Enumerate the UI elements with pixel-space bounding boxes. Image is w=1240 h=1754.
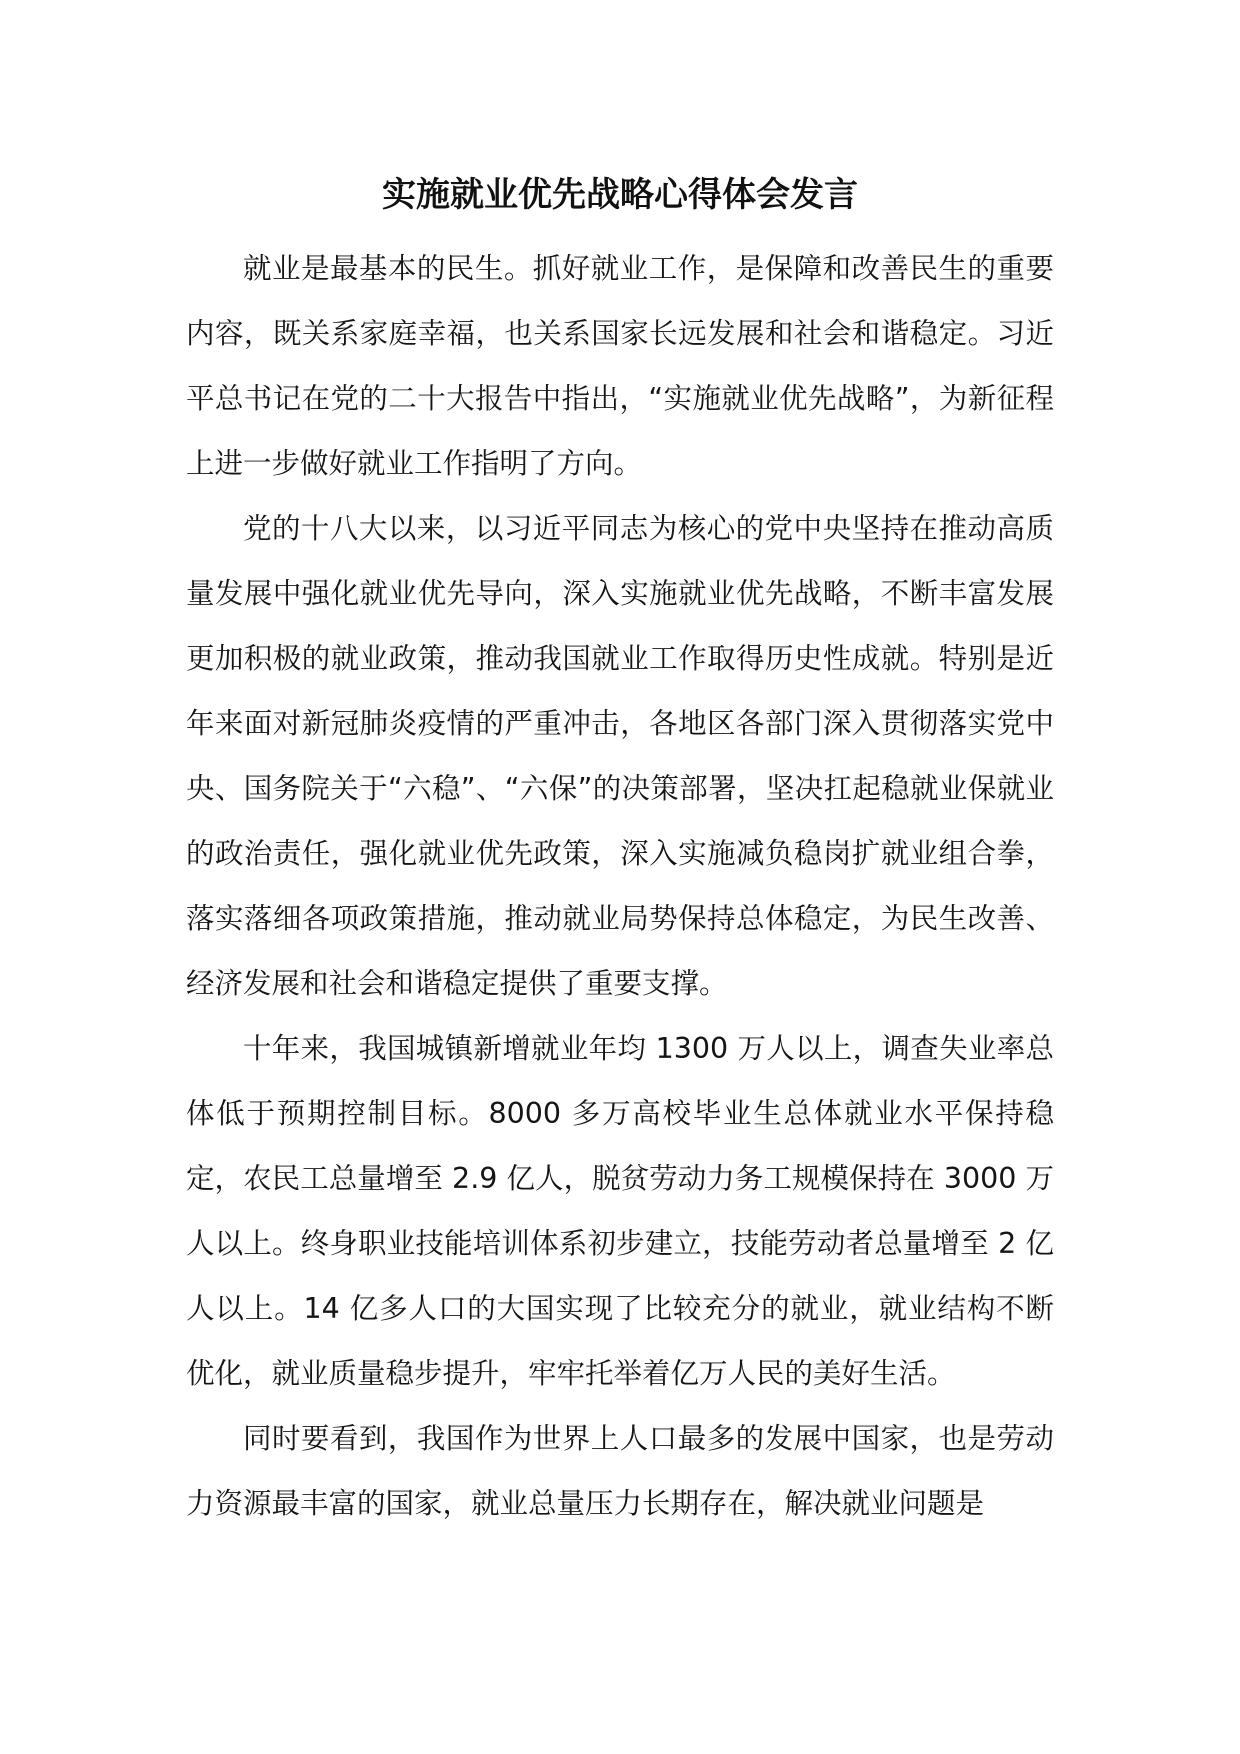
paragraph-4: 同时要看到，我国作为世界上人口最多的发展中国家，也是劳动力资源最丰富的国家，就业总量压力长期存在，解决就业问题是 bbox=[186, 1422, 1054, 1520]
paragraph-1: 就业是最基本的民生。抓好就业工作，是保障和改善民生的重要内容，既关系家庭幸福，也关系国家长远发展和社会和谐稳定。习近平总书记在党的二十大报告中指出，“实施就业优先战略”，为新征程上进一步做好就业工作指明了方向。 bbox=[186, 252, 1054, 480]
document-title: 实施就业优先战略心得体会发言 bbox=[382, 175, 858, 215]
document-body bbox=[186, 236, 1054, 1536]
paragraph-2: 党的十八大以来，以习近平同志为核心的党中央坚持在推动高质量发展中强化就业优先导向，深入实施就业优先战略，不断丰富发展更加积极的就业政策，推动我国就业工作取得历史性成就。特别是近年来面对新冠肺炎疫情的严重冲击，各地区各部门深入贯彻落实党中央、国务院关于“六稳”、“六保”的决策部署，坚决扛起稳就业保就业的政治责任，强化就业优先政策，深入实施减负稳岗扩就业组合拳，落实落细各项政策措施，推动就业局势保持总体稳定，为民生改善、经济发展和社会和谐稳定提供了重要支撑。 bbox=[186, 512, 1054, 1000]
paragraph-3: 十年来，我国城镇新增就业年均 1300 万人以上，调查失业率总体低于预期控制目标。8000 多万高校毕业生总体就业水平保持稳定，农民工总量增至 2.9 亿人，脱贫劳动力务工规模保持在 3000 万人以上。终身职业技能培训体系初步建立，技能劳动者总量增至 2 亿人以上。14 亿多人口的大国实现了比较充分的就业，就业结构不断优化，就业质量稳步提升，牢牢托举着亿万人民的美好生活。 bbox=[186, 1032, 1054, 1390]
